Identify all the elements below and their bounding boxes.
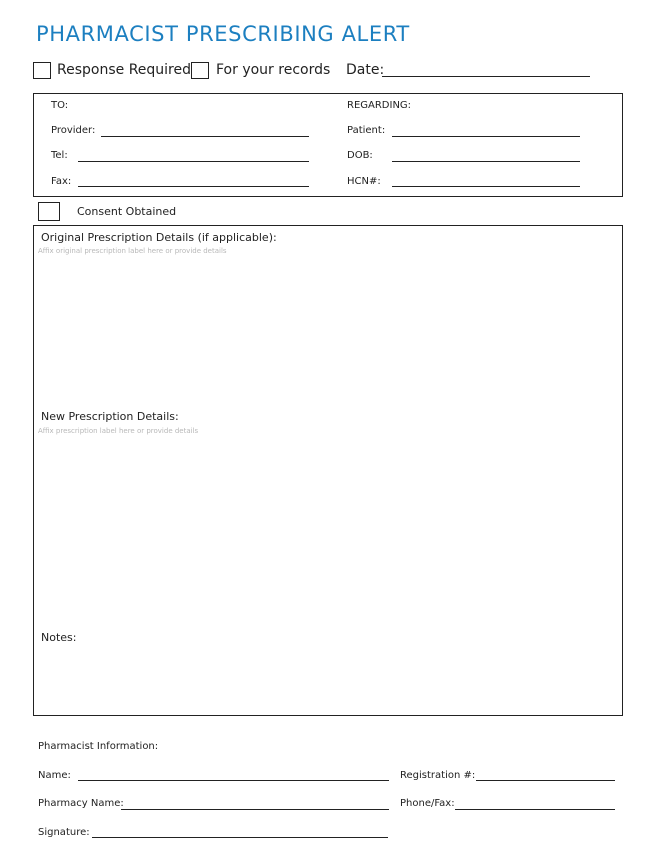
- patient-field[interactable]: [392, 136, 580, 137]
- signature-field[interactable]: [92, 837, 388, 838]
- pharmacy-name-field[interactable]: [121, 809, 389, 810]
- date-label: Date:: [346, 62, 385, 78]
- pharmacist-name-field[interactable]: [78, 780, 389, 781]
- notes-label: Notes:: [41, 631, 77, 644]
- recipient-box: [33, 93, 623, 197]
- hcn-label: HCN#:: [347, 176, 381, 187]
- patient-label: Patient:: [347, 125, 386, 136]
- phone-fax-field[interactable]: [455, 809, 615, 810]
- hcn-field[interactable]: [392, 186, 580, 187]
- signature-label: Signature:: [38, 827, 90, 838]
- notes-area[interactable]: [36, 648, 620, 712]
- for-your-records-label: For your records: [216, 62, 331, 78]
- fax-field[interactable]: [78, 186, 309, 187]
- original-prescription-hint: Affix original prescription label here or provide details: [38, 247, 227, 255]
- fax-label: Fax:: [51, 176, 72, 187]
- consent-obtained-label: Consent Obtained: [77, 205, 177, 218]
- response-required-label: Response Required: [57, 62, 191, 78]
- page-title: PHARMACIST PRESCRIBING ALERT: [36, 22, 410, 46]
- to-label: TO:: [51, 100, 69, 111]
- date-field[interactable]: [382, 76, 590, 77]
- dob-label: DOB:: [347, 150, 373, 161]
- original-prescription-label: Original Prescription Details (if applicable):: [41, 231, 277, 244]
- pharmacist-info-label: Pharmacist Information:: [38, 741, 159, 752]
- regarding-label: REGARDING:: [347, 100, 412, 111]
- pharmacy-name-label: Pharmacy Name:: [38, 798, 124, 809]
- new-prescription-hint: Affix prescription label here or provide details: [38, 427, 199, 435]
- original-prescription-area[interactable]: [36, 258, 620, 403]
- response-required-checkbox[interactable]: [33, 62, 51, 79]
- provider-field[interactable]: [101, 136, 309, 137]
- provider-label: Provider:: [51, 125, 96, 136]
- tel-label: Tel:: [51, 150, 68, 161]
- registration-field[interactable]: [476, 780, 615, 781]
- consent-obtained-checkbox[interactable]: [38, 202, 60, 221]
- new-prescription-area[interactable]: [36, 438, 620, 628]
- tel-field[interactable]: [78, 161, 309, 162]
- registration-label: Registration #:: [400, 770, 476, 781]
- phone-fax-label: Phone/Fax:: [400, 798, 455, 809]
- pharmacist-name-label: Name:: [38, 770, 71, 781]
- for-your-records-checkbox[interactable]: [191, 62, 209, 79]
- dob-field[interactable]: [392, 161, 580, 162]
- new-prescription-label: New Prescription Details:: [41, 410, 179, 423]
